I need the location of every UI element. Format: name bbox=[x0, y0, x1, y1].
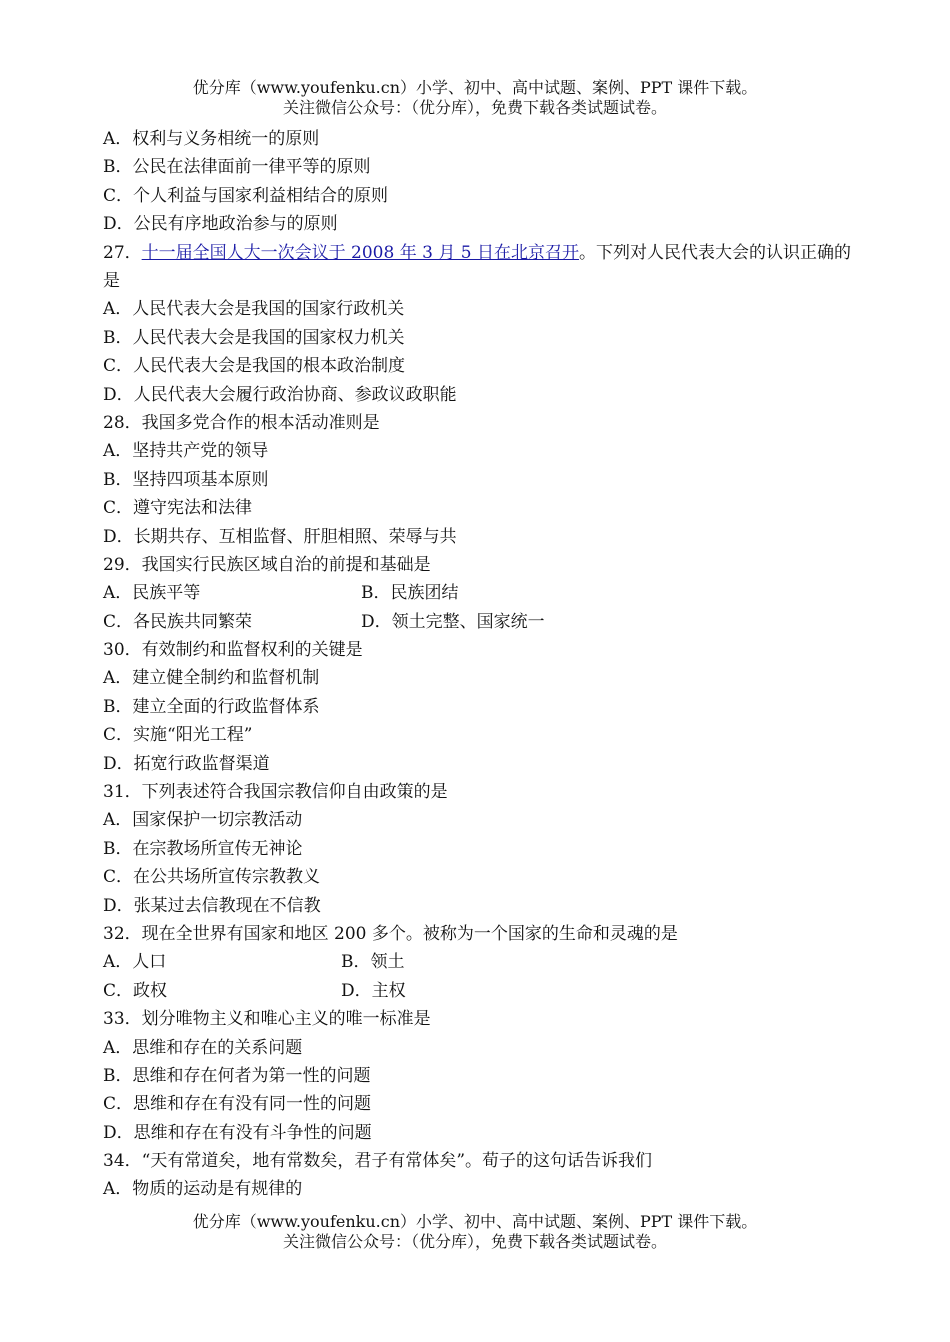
q28-option-c: C．遵守宪法和法律 bbox=[103, 498, 253, 519]
header-line-1: 优分库（www.youfenku.cn）小学、初中、高中试题、案例、PPT 课件下载。 bbox=[192, 78, 758, 97]
q27-option-a: A．人民代表大会是我国的国家行政机关 bbox=[103, 299, 405, 320]
q27-hyperlink[interactable]: 十一届全国人大一次会议于 2008 年 3 月 5 日在北京召开 bbox=[141, 242, 579, 263]
header-line-2: 关注微信公众号：（优分库），免费下载各类试题试卷。 bbox=[282, 98, 667, 117]
q29-stem: 29．我国实行民族区域自治的前提和基础是 bbox=[103, 554, 431, 575]
q32-option-c: C．政权 bbox=[103, 980, 168, 1001]
q33-option-b: B．思维和存在何者为第一性的问题 bbox=[103, 1065, 371, 1086]
q29-option-b: B．民族团结 bbox=[361, 583, 459, 604]
footer-line-2: 关注微信公众号：（优分库），免费下载各类试题试卷。 bbox=[282, 1232, 667, 1251]
page-header bbox=[0, 78, 950, 118]
q33-option-c: C．思维和存在有没有同一性的问题 bbox=[103, 1094, 372, 1115]
q30-option-c: C．实施“阳光工程” bbox=[103, 725, 253, 746]
q33-option-d: D．思维和存在有没有斗争性的问题 bbox=[103, 1122, 372, 1143]
q31-option-c: C．在公共场所宣传宗教教义 bbox=[103, 867, 321, 888]
q27-stem-text: 。下列对人民代表大会的认识正确的是 bbox=[103, 242, 851, 291]
q30-option-d: D．拓宽行政监督渠道 bbox=[103, 753, 270, 774]
q28-option-b: B．坚持四项基本原则 bbox=[103, 469, 269, 490]
q26-option-c: C．个人利益与国家利益相结合的原则 bbox=[103, 185, 389, 206]
q32-option-b: B．领土 bbox=[341, 952, 405, 973]
q34-option-a: A．物质的运动是有规律的 bbox=[103, 1179, 303, 1200]
q27-stem bbox=[103, 239, 863, 296]
q32-options-row-2 bbox=[103, 977, 863, 1005]
q26-option-a: A．权利与义务相统一的原则 bbox=[103, 129, 320, 149]
q28-option-a: A．坚持共产党的领导 bbox=[103, 441, 269, 462]
q29-option-a: A．民族平等 bbox=[103, 583, 201, 604]
q27-option-d: D．人民代表大会履行政治协商、参政议政职能 bbox=[103, 384, 457, 405]
q32-options-row-1 bbox=[103, 948, 863, 976]
q29-option-c: C．各民族共同繁荣 bbox=[103, 611, 253, 632]
q28-option-d: D．长期共存、互相监督、肝胆相照、荣辱与共 bbox=[103, 526, 457, 547]
q30-stem: 30．有效制约和监督权利的关键是 bbox=[103, 640, 363, 661]
q33-option-a: A．思维和存在的关系问题 bbox=[103, 1037, 303, 1058]
q26-option-d: D．公民有序地政治参与的原则 bbox=[103, 214, 338, 235]
q26-option-b: B．公民在法律面前一律平等的原则 bbox=[103, 157, 371, 178]
q30-option-b: B．建立全面的行政监督体系 bbox=[103, 696, 320, 717]
exam-content bbox=[103, 125, 863, 1204]
page-footer bbox=[0, 1212, 950, 1252]
q29-option-d: D．领土完整、国家统一 bbox=[361, 611, 545, 632]
q28-stem: 28．我国多党合作的根本活动准则是 bbox=[103, 412, 380, 433]
q32-option-d: D．主权 bbox=[341, 980, 406, 1001]
q27-option-b: B．人民代表大会是我国的国家权力机关 bbox=[103, 327, 405, 348]
q30-option-a: A．建立健全制约和监督机制 bbox=[103, 668, 320, 689]
q31-stem: 31．下列表述符合我国宗教信仰自由政策的是 bbox=[103, 782, 448, 803]
q27-option-c: C．人民代表大会是我国的根本政治制度 bbox=[103, 356, 406, 377]
q34-stem: 34．“天有常道矣，地有常数矣，君子有常体矣”。荀子的这句话告诉我们 bbox=[103, 1151, 653, 1172]
q32-stem: 32．现在全世界有国家和地区 200 多个。被称为一个国家的生命和灵魂的是 bbox=[103, 923, 678, 944]
q29-options-row-2 bbox=[103, 608, 863, 636]
q33-stem: 33．划分唯物主义和唯心主义的唯一标准是 bbox=[103, 1009, 431, 1030]
q29-options-row-1 bbox=[103, 579, 863, 607]
footer-line-1: 优分库（www.youfenku.cn）小学、初中、高中试题、案例、PPT 课件下载。 bbox=[192, 1212, 758, 1231]
q31-option-b: B．在宗教场所宣传无神论 bbox=[103, 838, 303, 859]
q31-option-d: D．张某过去信教现在不信教 bbox=[103, 895, 321, 916]
q27-number: 27． bbox=[103, 242, 142, 263]
q31-option-a: A．国家保护一切宗教活动 bbox=[103, 810, 303, 831]
q32-option-a: A．人口 bbox=[103, 952, 167, 973]
